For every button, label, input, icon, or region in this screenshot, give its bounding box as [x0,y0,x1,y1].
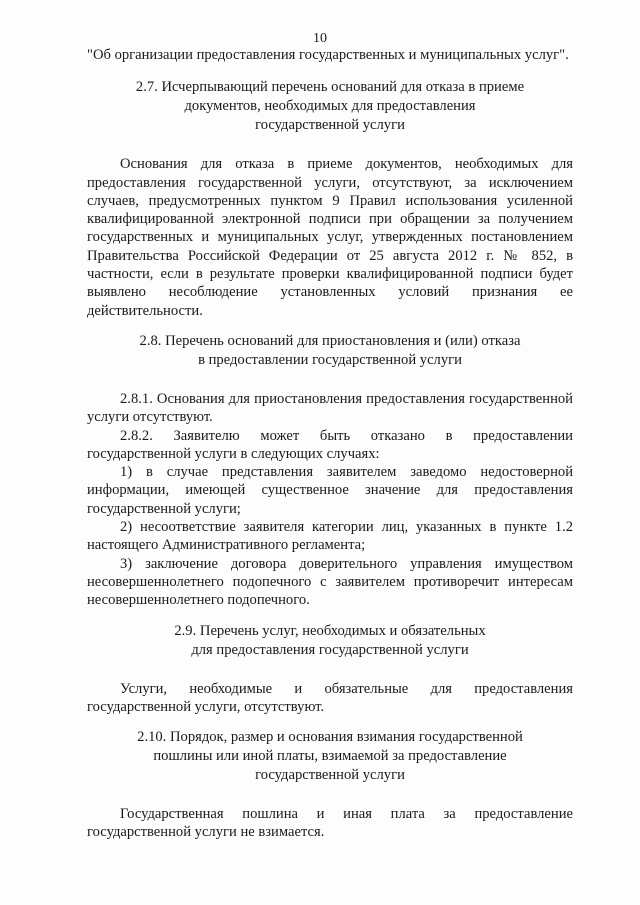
page-content [87,46,573,842]
refusal-item-1: 1) в случае представления заявителем заведомо недостоверной информации, имеющей существенное значение для предоставления государственной услуги; [87,464,573,517]
section-2-9-heading [87,622,573,660]
paragraph-2-8-2: 2.8.2. Заявителю может быть отказано в предоставлении государственной услуги в следующих случаях: [87,427,573,462]
section-2-10-heading-line: государственной услуги [255,767,405,784]
section-2-7-heading [87,78,573,135]
section-2-8-heading-line: в предоставлении государственной услуги [198,351,462,368]
section-2-9-heading-line: 2.9. Перечень услуг, необходимых и обязательных [174,622,486,639]
refusal-item-3: 3) заключение договора доверительного управления имуществом несовершеннолетнего подопечного с заявителем противоречит интересам несовершеннолетнего подопечного. [87,555,573,609]
section-2-10-heading-line: 2.10. Порядок, размер и основания взимания государственной [137,729,523,746]
section-2-9-paragraph: Услуги, необходимые и обязательные для предоставления государственной услуги, отсутствуют. [87,680,573,715]
section-2-10-heading [87,728,573,785]
section-2-7-heading-line: государственной услуги [255,117,405,134]
paragraph-2-8-1: 2.8.1. Основания для приостановления предоставления государственной услуги отсутствуют. [87,390,573,426]
section-2-10-heading-line: пошлины или иной платы, взимаемой за предоставление [153,748,507,765]
intro-paragraph: "Об организации предоставления государственных и муниципальных услуг". [87,47,569,63]
page-number: 10 [313,31,327,46]
section-2-7-paragraph: Основания для отказа в приеме документов, необходимых для предоставления государственной услуги, отсутствуют, за исключением случаев, предусмотренных пунктом 9 Правил использования усиленной квалифицированной электронной подписи при обращении за получением государственных и муниципальных услуг, утвержденных постановлением Правительства Российской Федерации от 25 августа 2012 г. № 852, в частности, если в результате проверки квалифицированной подписи будет выявлено несоблюдение установленных условий признания ее действительности. [87,156,573,319]
section-2-8-heading-line: 2.8. Перечень оснований для приостановления и (или) отказа [139,332,521,349]
section-2-8-heading [87,332,573,370]
refusal-item-2: 2) несоответствие заявителя категории лиц, указанных в пункте 1.2 настоящего Административного регламента; [87,519,573,554]
section-2-10-paragraph: Государственная пошлина и иная плата за предоставление государственной услуги не взимается. [87,806,573,841]
section-2-7-heading-line: 2.7. Исчерпывающий перечень оснований для отказа в приеме [135,79,525,96]
section-2-9-heading-line: для предоставления государственной услуги [191,641,469,658]
section-2-7-heading-line: документов, необходимых для предоставления [184,98,476,115]
